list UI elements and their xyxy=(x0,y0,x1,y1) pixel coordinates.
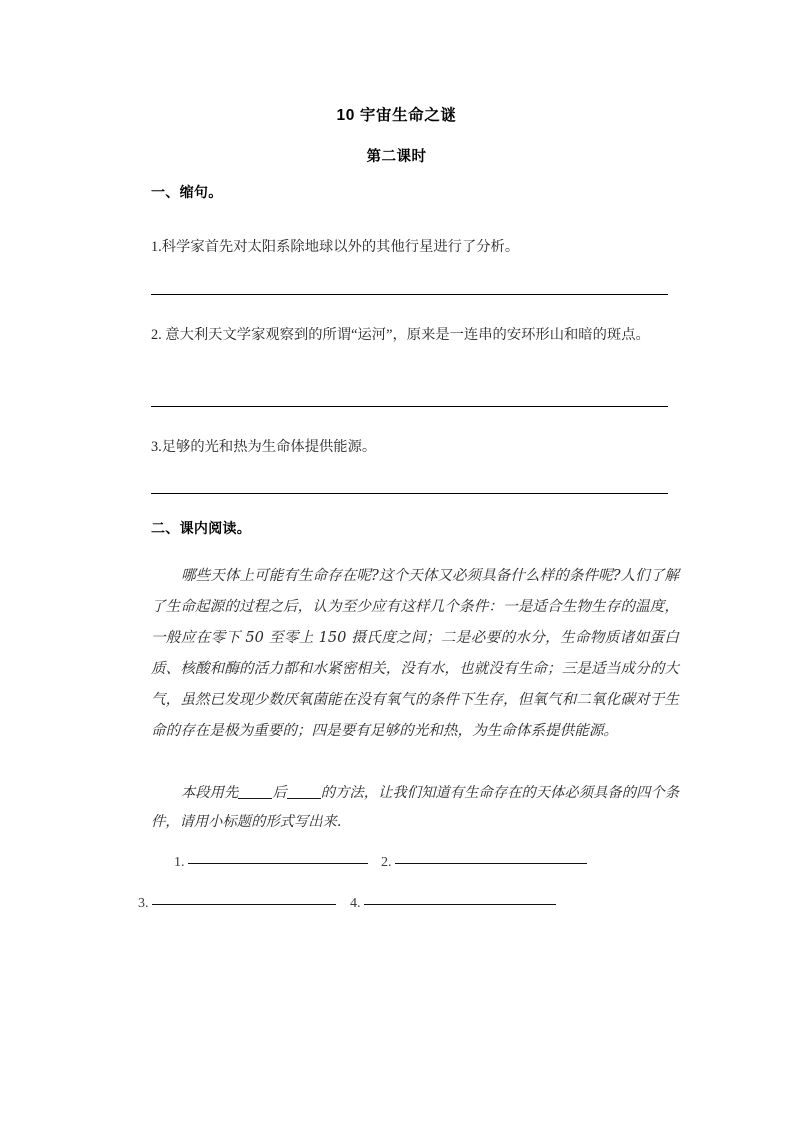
answer-rule-2[interactable] xyxy=(151,406,668,407)
page-title: 10 宇宙生命之谜 xyxy=(336,107,457,124)
answer-blank-3[interactable] xyxy=(138,896,336,912)
inline-blank-1[interactable] xyxy=(238,798,272,799)
answer-blank-1[interactable] xyxy=(174,855,368,871)
answer-blank-1-number: 1. xyxy=(174,855,185,870)
answer-blank-4[interactable] xyxy=(350,896,556,912)
section-heading-one: 一、缩句。 xyxy=(151,184,223,200)
question-item-1: 1.科学家首先对太阳系除地球以外的其他行星进行了分析。 xyxy=(151,239,520,255)
answer-blank-2-line[interactable] xyxy=(395,863,587,864)
question-item-2: 2. 意大利天文学家观察到的所谓“运河”，原来是一连串的安环形山和暗的斑点。 xyxy=(151,327,650,343)
answer-blank-3-number: 3. xyxy=(138,896,149,911)
answer-blank-2-number: 2. xyxy=(381,855,392,870)
passage-question-part-3: 的方法，让我们知道有生命存在的天体必须具备的四个条件，请用小标题的形式写出来. xyxy=(151,785,680,830)
answer-blank-3-line[interactable] xyxy=(152,904,336,905)
passage-question-part-2: 后 xyxy=(272,785,287,801)
section-heading-two: 二、课内阅读。 xyxy=(151,520,252,536)
answer-blank-2[interactable] xyxy=(381,855,587,871)
answer-blank-1-line[interactable] xyxy=(188,863,368,864)
inline-blank-2[interactable] xyxy=(287,798,321,799)
passage-question-part-1: 本段用先 xyxy=(181,785,239,801)
answer-rule-3[interactable] xyxy=(151,493,668,494)
answer-blank-4-line[interactable] xyxy=(364,904,556,905)
passage-question xyxy=(151,779,679,837)
page-subtitle: 第二课时 xyxy=(366,149,427,165)
reading-passage: 哪些天体上可能有生命存在呢?这个天体又必须具备什么样的条件呢?人们了解了生命起源的过程之后，认为至少应有这样几个条件：一是适合生物生存的温度，一般应在零下 50 至零上 150 摄氏度之间；二是必要的水分，生命物质诸如蛋白质、核酸和酶的活力都和水紧密相关，没有水，也就没有生命；三是适当成分的大气，虽然已发现少数厌氧菌能在没有氧气的条件下生存，但氧气和二氧化碳对于生命的存在是极为重要的；四是要有足够的光和热，为生命体系提供能源。 xyxy=(151,567,679,739)
answer-blank-4-number: 4. xyxy=(350,896,361,911)
question-item-3: 3.足够的光和热为生命体提供能源。 xyxy=(151,439,377,455)
answer-rule-1[interactable] xyxy=(151,294,668,295)
